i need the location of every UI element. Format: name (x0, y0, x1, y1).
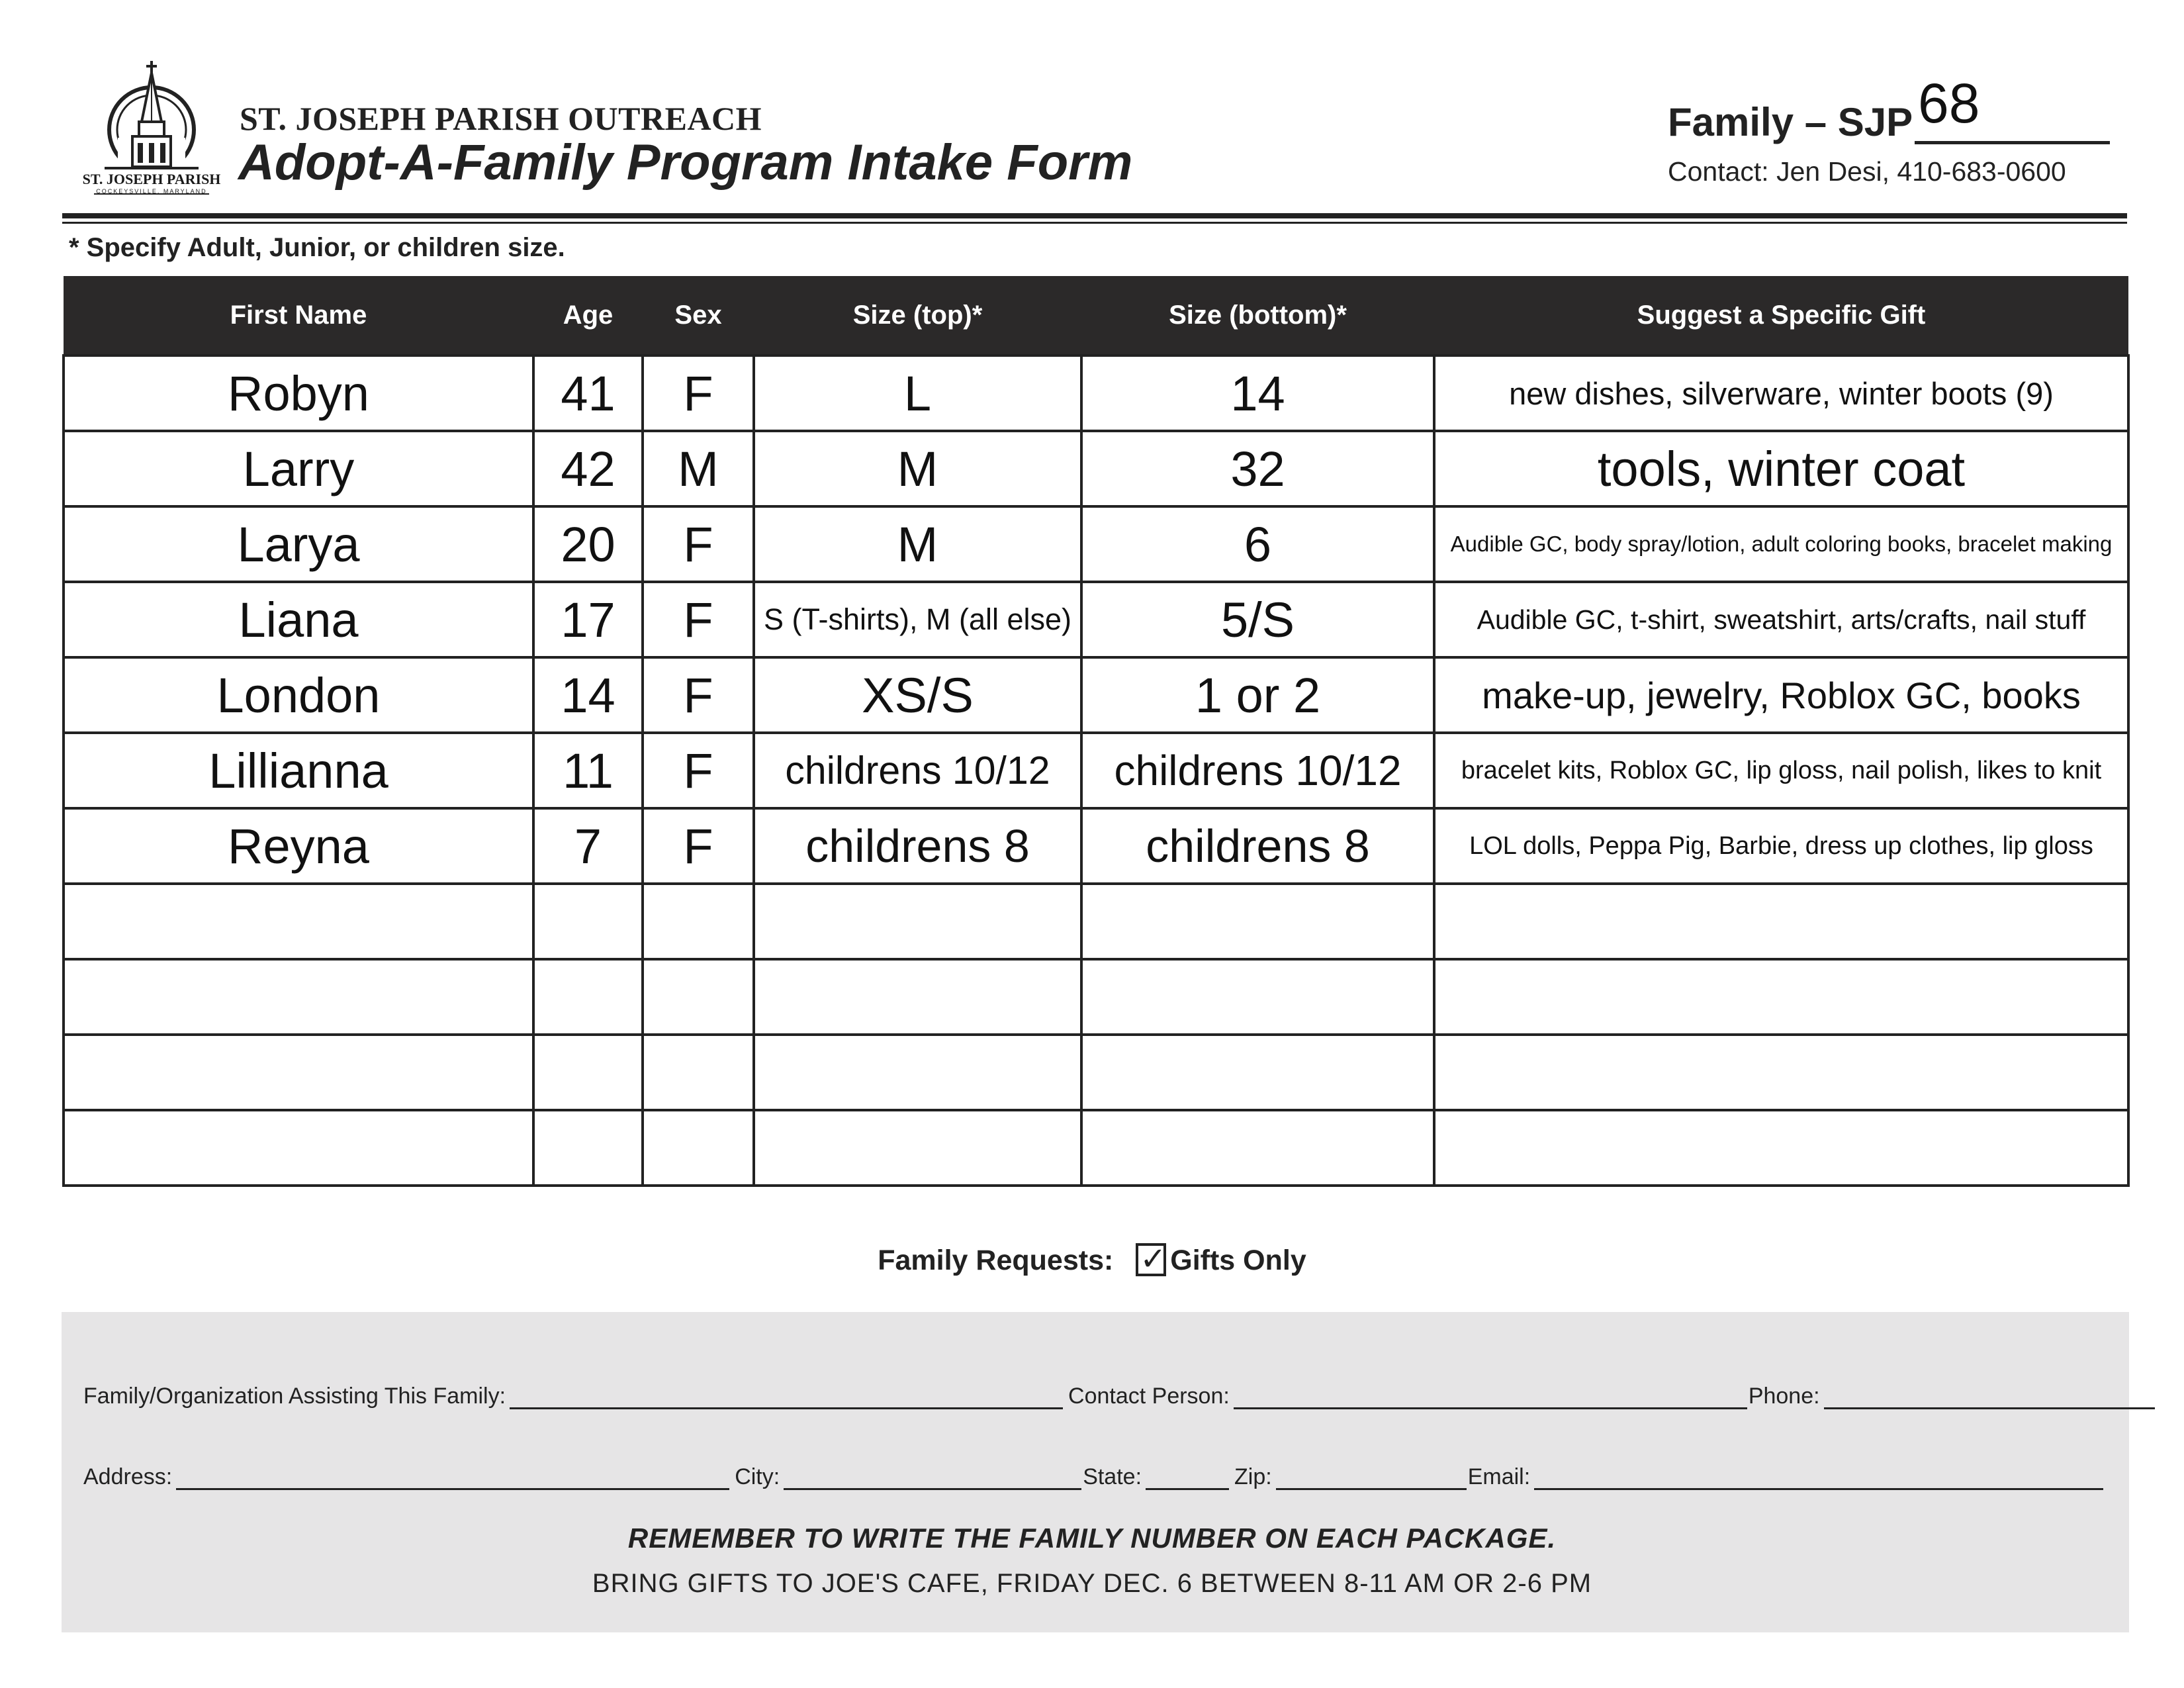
gifts-only-label: Gifts Only (1170, 1244, 1306, 1276)
cell-gift[interactable] (1434, 959, 2128, 1035)
table-row-empty (64, 959, 2128, 1035)
family-number-label: Family – SJP (1668, 100, 1913, 144)
contact-info: Contact: Jen Desi, 410-683-0600 (1668, 156, 2066, 187)
family-requests-label: Family Requests: (878, 1244, 1114, 1276)
cell-size-bottom[interactable]: 5/S (1081, 582, 1434, 657)
zip-label: Zip: (1234, 1464, 1272, 1489)
cell-size-top[interactable] (754, 1110, 1081, 1186)
org-label: Family/Organization Assisting This Family: (83, 1383, 506, 1409)
cell-size-top[interactable]: childrens 8 (754, 808, 1081, 884)
cell-first-name[interactable]: Robyn (64, 355, 533, 431)
cell-size-bottom[interactable]: childrens 10/12 (1081, 733, 1434, 808)
cell-age[interactable]: 42 (533, 431, 643, 506)
cell-first-name[interactable] (64, 884, 533, 959)
cell-size-bottom[interactable]: 14 (1081, 355, 1434, 431)
header-divider-thin (62, 222, 2127, 224)
cell-gift[interactable]: LOL dolls, Peppa Pig, Barbie, dress up clothes, lip gloss (1434, 808, 2128, 884)
column-header-first-name: First Name (64, 276, 533, 355)
cell-sex[interactable] (643, 884, 754, 959)
cell-size-top[interactable]: S (T-shirts), M (all else) (754, 582, 1081, 657)
cell-size-top[interactable]: M (754, 431, 1081, 506)
cell-first-name[interactable]: Lillianna (64, 733, 533, 808)
cell-gift[interactable]: Audible GC, body spray/lotion, adult coloring books, bracelet making (1434, 506, 2128, 582)
cell-age[interactable] (533, 1035, 643, 1110)
cell-sex[interactable] (643, 959, 754, 1035)
logo-text: ST. JOSEPH PARISH (82, 171, 221, 187)
cell-size-top[interactable] (754, 884, 1081, 959)
cell-gift[interactable]: Audible GC, t-shirt, sweatshirt, arts/crafts, nail stuff (1434, 582, 2128, 657)
phone-field[interactable] (1824, 1385, 2155, 1409)
column-header-size-top: Size (top)* (754, 276, 1081, 355)
address-label: Address: (83, 1464, 173, 1489)
city-field[interactable] (784, 1466, 1081, 1490)
assist-row-1 (83, 1383, 2160, 1409)
table-row (64, 733, 2128, 808)
cell-gift[interactable] (1434, 1035, 2128, 1110)
address-field[interactable] (176, 1466, 729, 1490)
cell-sex[interactable] (643, 1035, 754, 1110)
table-header-row (64, 276, 2128, 355)
cell-size-top[interactable]: M (754, 506, 1081, 582)
cell-size-top[interactable] (754, 1035, 1081, 1110)
phone-label: Phone: (1748, 1383, 1820, 1409)
header-divider (62, 213, 2127, 218)
cell-first-name[interactable]: London (64, 657, 533, 733)
column-header-gift: Suggest a Specific Gift (1434, 276, 2128, 355)
cell-first-name[interactable] (64, 1035, 533, 1110)
org-title: ST. JOSEPH PARISH OUTREACH (240, 100, 762, 137)
table-row (64, 582, 2128, 657)
cell-size-top[interactable]: L (754, 355, 1081, 431)
cell-size-bottom[interactable]: 32 (1081, 431, 1434, 506)
cell-sex[interactable]: F (643, 355, 754, 431)
table-row-empty (64, 884, 2128, 959)
cell-sex[interactable]: F (643, 657, 754, 733)
cell-size-bottom[interactable] (1081, 1035, 1434, 1110)
cell-first-name[interactable] (64, 1110, 533, 1186)
column-header-sex: Sex (643, 276, 754, 355)
family-number-line (1915, 141, 2110, 144)
assist-row-2 (83, 1464, 2109, 1490)
column-header-size-bottom: Size (bottom)* (1081, 276, 1434, 355)
cell-size-bottom[interactable]: 6 (1081, 506, 1434, 582)
checkmark-icon: ✓ (1140, 1242, 1167, 1277)
cell-first-name[interactable] (64, 959, 533, 1035)
cell-gift[interactable] (1434, 1110, 2128, 1186)
city-label: City: (735, 1464, 780, 1489)
cell-age[interactable]: 14 (533, 657, 643, 733)
table-row (64, 431, 2128, 506)
form-title: Adopt-A-Family Program Intake Form (238, 134, 1133, 191)
family-members-table (62, 276, 2130, 1187)
cell-age[interactable] (533, 959, 643, 1035)
cell-gift[interactable] (1434, 884, 2128, 959)
size-note: * Specify Adult, Junior, or children size. (69, 233, 565, 262)
logo-subtext: COCKEYSVILLE, MARYLAND (96, 188, 207, 195)
column-header-age: Age (533, 276, 643, 355)
cell-gift[interactable]: tools, winter coat (1434, 431, 2128, 506)
cell-gift[interactable]: new dishes, silverware, winter boots (9) (1434, 355, 2128, 431)
contact-person-label: Contact Person: (1068, 1383, 1230, 1409)
cell-sex[interactable]: M (643, 431, 754, 506)
family-requests (0, 1243, 2184, 1277)
cell-first-name[interactable]: Larry (64, 431, 533, 506)
contact-person-field[interactable] (1234, 1385, 1747, 1409)
table-row (64, 808, 2128, 884)
cell-age[interactable]: 17 (533, 582, 643, 657)
cell-sex[interactable]: F (643, 808, 754, 884)
table-row (64, 657, 2128, 733)
org-field[interactable] (510, 1385, 1063, 1409)
cell-age[interactable] (533, 884, 643, 959)
family-number-value[interactable]: 68 (1918, 72, 1980, 134)
parish-logo (78, 58, 225, 199)
cell-age[interactable]: 41 (533, 355, 643, 431)
package-reminder: REMEMBER TO WRITE THE FAMILY NUMBER ON EACH PACKAGE. (627, 1523, 1557, 1554)
cell-sex[interactable]: F (643, 733, 754, 808)
email-label: Email: (1467, 1464, 1531, 1489)
cell-size-bottom[interactable] (1081, 884, 1434, 959)
dropoff-instructions: BRING GIFTS TO JOE'S CAFE, FRIDAY DEC. 6 BETWEEN 8-11 AM OR 2-6 PM (592, 1569, 1592, 1598)
cell-size-bottom[interactable]: childrens 8 (1081, 808, 1434, 884)
cell-sex[interactable] (643, 1110, 754, 1186)
cell-gift[interactable]: make-up, jewelry, Roblox GC, books (1434, 657, 2128, 733)
cell-gift[interactable]: bracelet kits, Roblox GC, lip gloss, nail polish, likes to knit (1434, 733, 2128, 808)
table-row-empty (64, 1110, 2128, 1186)
state-label: State: (1083, 1464, 1142, 1489)
cell-first-name[interactable]: Reyna (64, 808, 533, 884)
cell-first-name[interactable]: Larya (64, 506, 533, 582)
cell-first-name[interactable]: Liana (64, 582, 533, 657)
cell-age[interactable]: 11 (533, 733, 643, 808)
cell-sex[interactable]: F (643, 582, 754, 657)
cell-sex[interactable]: F (643, 506, 754, 582)
cell-size-bottom[interactable] (1081, 1110, 1434, 1186)
state-field[interactable] (1146, 1466, 1229, 1490)
zip-field[interactable] (1276, 1466, 1467, 1490)
table-row-empty (64, 1035, 2128, 1110)
cell-size-bottom[interactable]: 1 or 2 (1081, 657, 1434, 733)
email-field[interactable] (1534, 1466, 2103, 1490)
cell-age[interactable]: 7 (533, 808, 643, 884)
cell-age[interactable] (533, 1110, 643, 1186)
cell-age[interactable]: 20 (533, 506, 643, 582)
table-row (64, 355, 2128, 431)
cell-size-top[interactable]: XS/S (754, 657, 1081, 733)
cell-size-top[interactable] (754, 959, 1081, 1035)
cell-size-bottom[interactable] (1081, 959, 1434, 1035)
table-row (64, 506, 2128, 582)
cell-size-top[interactable]: childrens 10/12 (754, 733, 1081, 808)
gifts-only-checkbox[interactable] (1136, 1243, 1166, 1276)
